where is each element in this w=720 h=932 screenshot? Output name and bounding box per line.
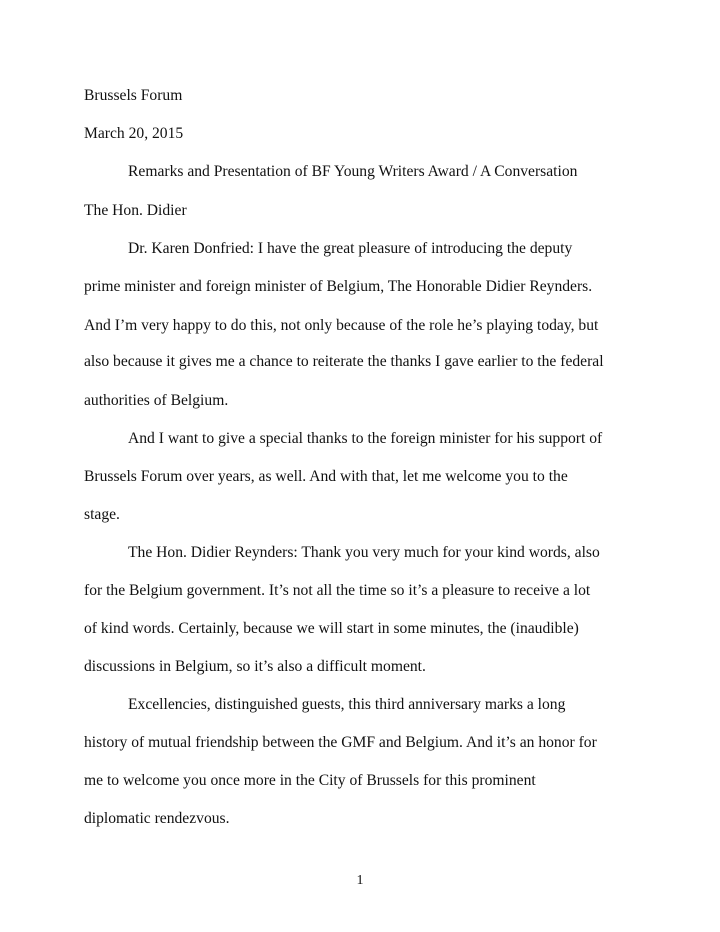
paragraph-line: of kind words. Certainly, because we will start in some minutes, the (inaudible): [84, 620, 579, 637]
event-name: Brussels Forum: [84, 87, 183, 104]
page-number: 1: [356, 873, 364, 888]
paragraph-line: stage.: [84, 506, 120, 523]
paragraph-line: also because it gives me a chance to reiterate the thanks I gave earlier to the federal: [84, 353, 604, 370]
session-title-continued: The Hon. Didier: [84, 202, 187, 219]
paragraph-line: for the Belgium government. It’s not all the time so it’s a pleasure to receive a lot: [84, 582, 591, 599]
paragraph-line: me to welcome you once more in the City of Brussels for this prominent: [84, 772, 536, 789]
paragraph-line: Excellencies, distinguished guests, this third anniversary marks a long: [128, 696, 566, 713]
paragraph-line: prime minister and foreign minister of Belgium, The Honorable Didier Reynders.: [84, 278, 593, 295]
paragraph-line: And I’m very happy to do this, not only because of the role he’s playing today, but: [84, 317, 599, 334]
paragraph-line: Brussels Forum over years, as well. And with that, let me welcome you to the: [84, 468, 568, 485]
paragraph-line: And I want to give a special thanks to the foreign minister for his support of: [128, 430, 603, 447]
paragraph-line: diplomatic rendezvous.: [84, 810, 230, 827]
session-title: Remarks and Presentation of BF Young Writers Award / A Conversation: [128, 163, 578, 180]
event-date: March 20, 2015: [84, 125, 184, 142]
paragraph-line: history of mutual friendship between the GMF and Belgium. And it’s an honor for: [84, 734, 597, 751]
paragraph-line: authorities of Belgium.: [84, 392, 229, 409]
paragraph-line: The Hon. Didier Reynders: Thank you very much for your kind words, also: [128, 544, 600, 561]
paragraph-line: discussions in Belgium, so it’s also a difficult moment.: [84, 658, 426, 675]
paragraph-line: Dr. Karen Donfried: I have the great pleasure of introducing the deputy: [128, 240, 573, 257]
